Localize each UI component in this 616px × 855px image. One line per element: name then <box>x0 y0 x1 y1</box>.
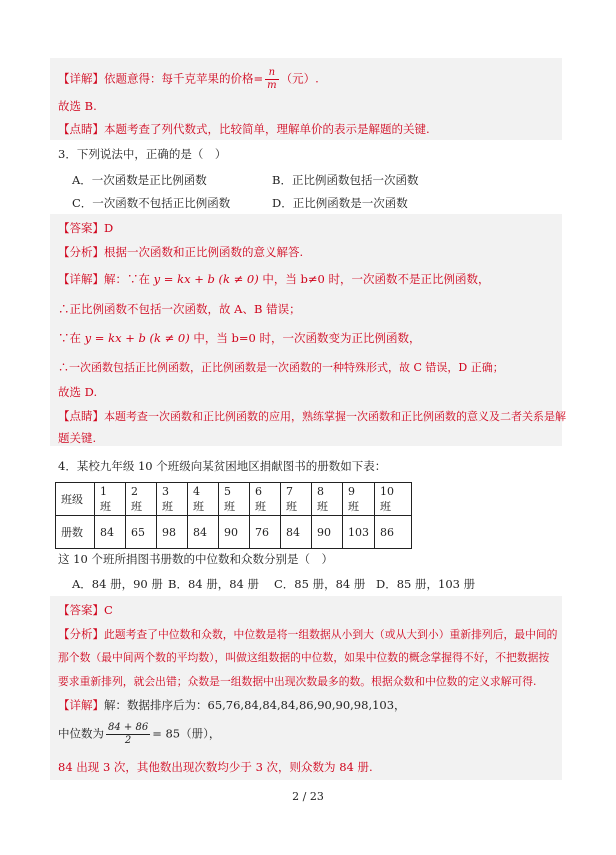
table-cell: 7 班 <box>281 483 312 516</box>
q3-analysis: 根据一次函数和正比例函数的意义解答. <box>104 245 304 259</box>
donation-table <box>55 482 412 549</box>
q3-stem: 3．下列说法中，正确的是（ ） <box>58 147 227 161</box>
fraction-numerator: n <box>265 67 278 80</box>
q4-question: 这 10 个班所捐图书册数的中位数和众数分别是（ ） <box>58 552 333 566</box>
q4-analysis-line-1 <box>58 626 557 643</box>
analysis-tag: 【分析】 <box>58 245 104 259</box>
table-row <box>56 516 412 549</box>
q3-detail-l3-a: ∵在 <box>58 331 81 345</box>
q4-option-c: C．85 册，84 册 <box>274 577 366 591</box>
table-cell: 84 <box>95 516 126 549</box>
q3-detail-line-2: ∴正比例函数不包括一次函数，故 A、B 错误； <box>58 302 301 316</box>
q3-choose: 故选 D. <box>58 385 98 399</box>
answer-tag: 【答案】 <box>58 221 104 235</box>
table-cell: 76 <box>250 516 281 549</box>
q3-analysis-line <box>58 244 303 260</box>
table-cell: 90 <box>312 516 343 549</box>
q3-comment-l1: 本题考查一次函数和正比例函数的应用，熟练掌握一次函数和正比例函数的意义及二者关系是解 <box>104 410 566 423</box>
q4-analysis-line-2: 那个数（最中间两个数的平均数），叫做这组数据的中位数，如果中位数的概念掌握得不好，不把数据按 <box>58 651 550 664</box>
table-cell: 2 班 <box>126 483 157 516</box>
q3-answer-line <box>58 220 113 236</box>
table-cell: 103 <box>343 516 375 549</box>
q2-choose: 故选 B. <box>58 99 97 113</box>
price-fraction <box>265 67 278 92</box>
q4-answer-line <box>58 602 113 618</box>
q2-detail-line <box>58 67 319 92</box>
q3-comment-line-1 <box>58 408 566 425</box>
table-cell: 9 班 <box>343 483 375 516</box>
detail-tag: 【详解】 <box>58 71 104 86</box>
median-result: = 85（册）， <box>152 726 221 741</box>
q4-detail-l1: 解：数据排序后为：65,76,84,84,84,86,90,90,98,103， <box>104 698 406 712</box>
table-cell: 册数 <box>56 516 95 549</box>
table-cell: 65 <box>126 516 157 549</box>
q3-comment-line-2: 题关键. <box>58 431 97 445</box>
q4-stem: 4．某校九年级 10 个班级向某贫困地区捐献图书的册数如下表： <box>58 459 387 473</box>
q4-option-b: B．84 册，84 册 <box>168 577 260 591</box>
q3-answer: D <box>104 221 114 235</box>
q4-analysis-l1: 此题考查了中位数和众数，中位数是将一组数据从小到大（或从大到小）重新排列后，最中间的 <box>104 628 558 641</box>
table-cell: 5 班 <box>219 483 250 516</box>
table-cell: 86 <box>375 516 412 549</box>
table-cell: 6 班 <box>250 483 281 516</box>
q4-detail-line-3: 84 出现 3 次，其他数出现次数均少于 3 次，则众数为 84 册. <box>58 760 373 774</box>
comment-tag: 【点睛】 <box>58 409 104 423</box>
fraction-numerator: 84 + 86 <box>108 722 149 733</box>
q2-detail-unit: （元）. <box>280 71 319 86</box>
linear-function-formula: y = kx + b (k ≠ 0) <box>84 331 190 345</box>
answer-tag: 【答案】 <box>58 603 104 617</box>
q3-option-c: C．一次函数不包括正比例函数 <box>72 196 231 210</box>
detail-tag: 【详解】 <box>58 272 104 286</box>
table-cell: 10 班 <box>375 483 412 516</box>
table-cell: 8 班 <box>312 483 343 516</box>
q3-detail-l1-b: 中，当 b≠0 时，一次函数不是正比例函数， <box>262 272 490 286</box>
q3-detail-line-1 <box>58 271 490 287</box>
table-row <box>56 483 412 516</box>
q3-detail-l1-a: 解：∵在 <box>104 272 150 286</box>
analysis-tag: 【分析】 <box>58 627 104 641</box>
q2-comment-line <box>58 121 430 137</box>
table-cell: 班级 <box>56 483 95 516</box>
table-cell: 84 <box>281 516 312 549</box>
page-number: 2 / 23 <box>292 790 324 803</box>
q3-option-a: A．一次函数是正比例函数 <box>72 173 207 187</box>
q3-detail-line-4: ∴一次函数包括正比例函数，正比例函数是一次函数的一种特殊形式，故 C 错误，D 正确； <box>58 361 504 374</box>
fraction-denominator: m <box>267 80 277 91</box>
median-prefix: 中位数为 <box>58 726 104 741</box>
q4-answer: C <box>104 603 113 617</box>
q3-option-b: B．正比例函数包括一次函数 <box>272 173 419 187</box>
table-cell: 98 <box>157 516 188 549</box>
table-cell: 4 班 <box>188 483 219 516</box>
q3-detail-l3-b: 中，当 b=0 时，一次函数变为正比例函数， <box>193 331 421 345</box>
q4-analysis-line-3: 要求重新排列，就会出错；众数是一组数据中出现次数最多的数。根据众数和中位数的定义求解可得. <box>58 675 537 688</box>
detail-tag: 【详解】 <box>58 698 104 712</box>
linear-function-formula: y = kx + b (k ≠ 0) <box>153 272 259 286</box>
median-fraction <box>106 722 150 747</box>
table-cell: 84 <box>188 516 219 549</box>
q2-detail-text: 依题意得：每千克苹果的价格= <box>104 71 264 86</box>
table-cell: 1 班 <box>95 483 126 516</box>
q3-option-d: D．正比例函数是一次函数 <box>272 196 408 210</box>
q4-option-a: A．84 册，90 册 <box>72 577 163 591</box>
q2-comment-text: 本题考查了列代数式，比较简单，理解单价的表示是解题的关键. <box>104 122 430 136</box>
table-cell: 90 <box>219 516 250 549</box>
fraction-denominator: 2 <box>124 735 132 746</box>
comment-tag: 【点睛】 <box>58 122 104 136</box>
q3-detail-line-3 <box>58 330 421 346</box>
q4-detail-line-1 <box>58 697 406 713</box>
q4-option-d: D．85 册，103 册 <box>376 577 476 591</box>
q4-median-line <box>58 722 220 747</box>
table-cell: 3 班 <box>157 483 188 516</box>
